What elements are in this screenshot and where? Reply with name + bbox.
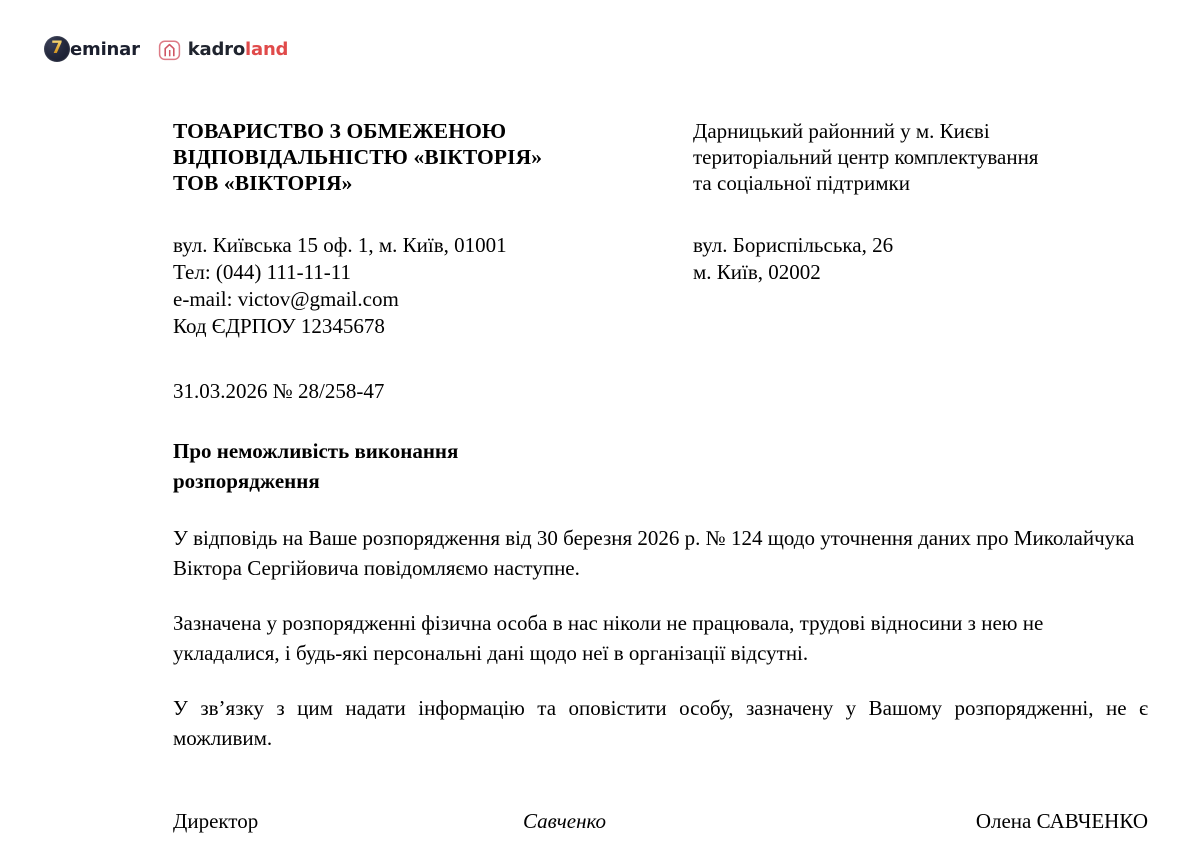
recipient-block	[693, 118, 1148, 196]
kadroland-logo-text	[188, 39, 288, 60]
signatory-name: Олена САВЧЕНКО	[975, 809, 1148, 833]
sender-block	[173, 118, 693, 196]
sender-name-line: ТОВ «ВІКТОРІЯ»	[173, 171, 353, 195]
letter-header	[173, 118, 1148, 196]
signature-block	[173, 808, 1148, 835]
recipient-name-line: Дарницький районний у м. Києві	[693, 119, 990, 143]
recipient-name-line: територіальний центр комплектування	[693, 145, 1039, 169]
sender-address: вул. Київська 15 оф. 1, м. Київ, 01001	[173, 233, 507, 257]
subject-line: розпорядження	[173, 469, 320, 493]
kadroland-logo	[158, 38, 288, 61]
sender-name-line: ВІДПОВІДАЛЬНІСТЮ «ВІКТОРІЯ»	[173, 145, 543, 169]
recipient-name	[693, 118, 1148, 196]
sender-phone: Тел: (044) 111-11-11	[173, 260, 352, 284]
brand-bar	[44, 36, 288, 62]
subject-line: Про неможливість виконання	[173, 439, 459, 463]
seminar-logo	[44, 36, 140, 62]
seminar-logo-digit: 7	[51, 37, 63, 58]
sender-name	[173, 118, 693, 196]
kadroland-house-logo-icon	[158, 38, 181, 61]
recipient-name-line: та соціальної підтримки	[693, 171, 910, 195]
sender-contacts	[173, 232, 693, 340]
body-paragraph: У відповідь на Ваше розпорядження від 30 березня 2026 р. № 124 щодо уточнення даних про Миколайчука Віктора Сергійовича повідомляємо наступне.	[173, 526, 1135, 580]
recipient-address	[693, 232, 1148, 340]
body-paragraph: У зв’язку з цим надати інформацію та оповістити особу, зазначену у Вашому розпорядженні, не є можливим.	[173, 696, 1148, 750]
letter-body	[173, 523, 1148, 753]
handwritten-signature: Савченко	[523, 809, 607, 833]
contacts-row	[173, 232, 1148, 340]
kadroland-logo-text-dark: kadro	[187, 38, 246, 60]
document-date-number: 31.03.2026 № 28/258-47	[173, 379, 385, 403]
subject-block	[173, 436, 633, 496]
sender-name-line: ТОВАРИСТВО З ОБМЕЖЕНОЮ	[173, 119, 507, 143]
seminar-circle-logo-icon	[44, 36, 70, 62]
date-and-number-row	[173, 378, 1148, 405]
sender-email: e-mail: victov@gmail.com	[173, 287, 399, 311]
recipient-address-line: вул. Бориспільська, 26	[693, 233, 894, 257]
kadroland-logo-text-red: land	[245, 38, 289, 60]
signatory-title: Директор	[173, 809, 259, 833]
body-paragraph: Зазначена у розпорядженні фізична особа в нас ніколи не працювала, трудові відносини з нею не укладалися, і будь-які персональні дані щодо неї в організації відсутні.	[173, 611, 1044, 665]
seminar-logo-text: eminar	[70, 38, 140, 60]
sender-edrpou-code: Код ЄДРПОУ 12345678	[173, 314, 385, 338]
recipient-address-line: м. Київ, 02002	[693, 260, 821, 284]
